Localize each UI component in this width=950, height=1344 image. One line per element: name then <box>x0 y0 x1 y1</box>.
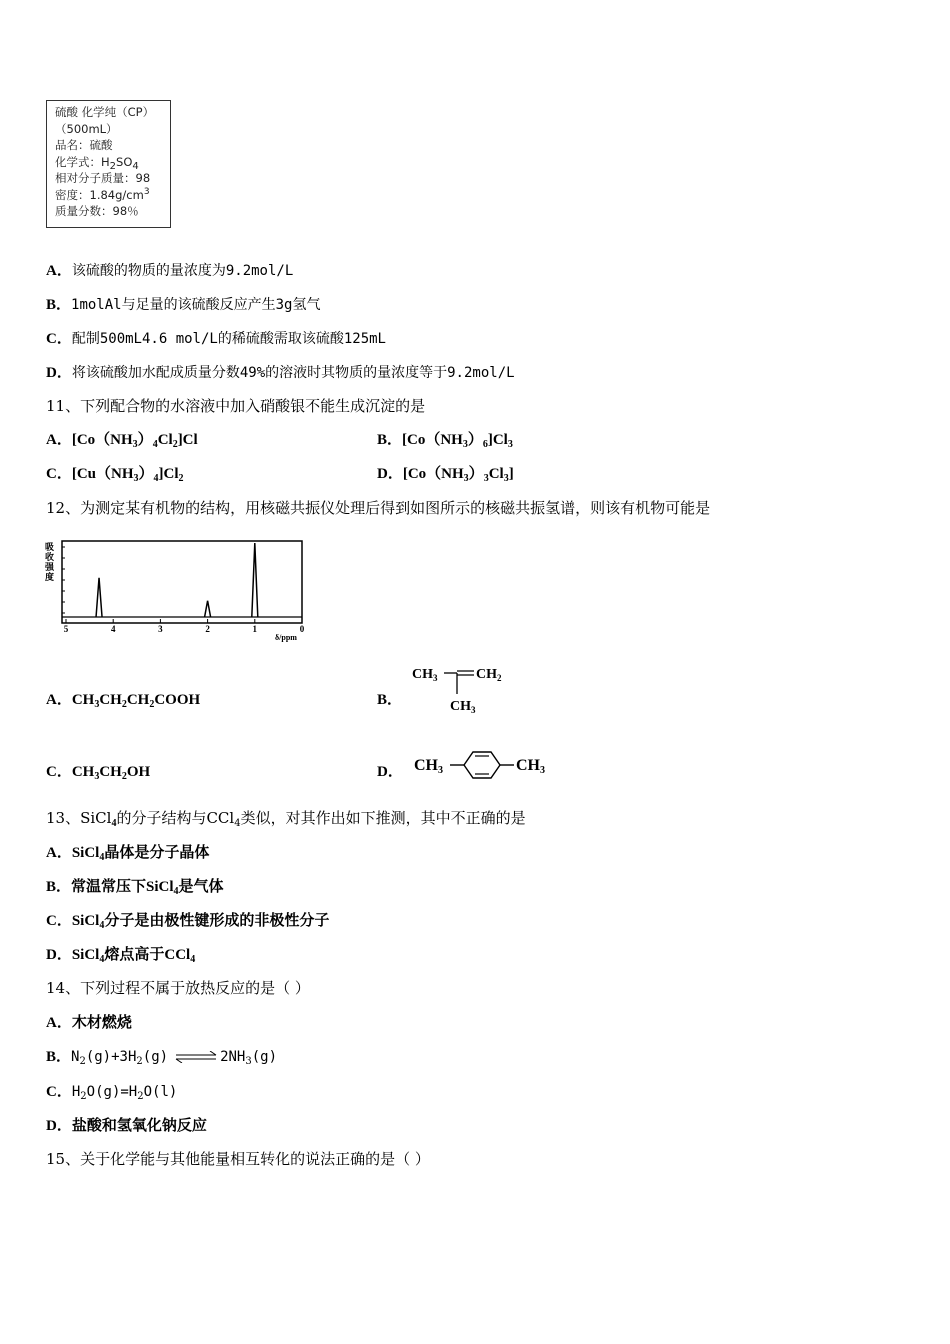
q14-stem: 14、下列过程不属于放热反应的是（ ） <box>46 979 310 997</box>
x-axis-ticks <box>64 619 305 634</box>
q14-option-b[interactable]: B．$N_2(g)+3H_2(g)$ $2NH_3(g)$ <box>46 1049 278 1067</box>
q12-option-d[interactable]: D． <box>377 764 403 780</box>
x-tick-label-4: 4 <box>110 624 116 634</box>
q11-option-d[interactable]: D．$[Co(NH_3)_3Cl_3]$ <box>377 466 514 484</box>
nmr-peak-3 <box>252 543 258 617</box>
q14-option-d[interactable]: D．盐酸和氢氧化钠反应 <box>46 1118 207 1134</box>
q13-option-b[interactable]: B．常温常压下SiCl$_4$是气体 <box>46 879 224 897</box>
x-tick-label-1: 1 <box>252 624 258 634</box>
y-label-char: 度 <box>45 573 55 583</box>
label-formula: 化学式：$H_2SO_4$ <box>55 154 139 172</box>
x-tick-label-0: 0 <box>299 624 305 634</box>
y-label-char: 强 <box>45 563 55 573</box>
q12-option-b[interactable]: B． <box>377 692 403 708</box>
q13-option-a[interactable]: A．SiCl$_4$晶体是分子晶体 <box>46 845 210 863</box>
q12-option-c[interactable]: C．$CH_3CH_2OH$ <box>46 764 151 782</box>
x-tick-label-2: 2 <box>205 624 210 634</box>
nmr-peak-1 <box>96 578 102 617</box>
y-axis-label <box>44 542 55 583</box>
nmr-peak-2 <box>205 601 211 617</box>
q10-option-d[interactable]: D．将该硫酸加水配成质量分数49%的溶液时其物质的量浓度等于9.2mol/L <box>46 365 515 381</box>
structure-d-p-xylene <box>410 748 560 788</box>
reagent-label <box>46 100 171 228</box>
q10-option-a[interactable]: A．该硫酸的物质的量浓度为9.2mol/L <box>46 263 294 279</box>
struct-d-left: CH3 <box>414 757 443 776</box>
struct-b-right: $CH_2$ <box>476 667 502 683</box>
label-volume: （500mL） <box>55 121 118 136</box>
y-label-char: 收 <box>45 553 55 563</box>
q12-stem: 12、为测定某有机物的结构，用核磁共振仪处理后得到如图所示的核磁共振氢谱，则该有机物可能是 <box>46 499 711 517</box>
x-tick-label-5: 5 <box>63 624 69 634</box>
q10-option-c[interactable]: C．配制500mL4.6 mol/L的稀硫酸需取该硫酸125mL <box>46 331 386 347</box>
label-mw: 相对分子质量：98 <box>55 171 151 185</box>
x-tick-label-3: 3 <box>158 624 163 634</box>
q10-option-b[interactable]: B．1molAl与足量的该硫酸反应产生3g氢气 <box>46 297 321 313</box>
q13-stem: 13、SiCl$_4$的分子结构与CCl$_4$类似，对其作出如下推测，其中不正确的是 <box>46 809 526 829</box>
peak-group <box>62 543 302 617</box>
q15-stem: 15、关于化学能与其他能量相互转化的说法正确的是（ ） <box>46 1150 430 1168</box>
label-title: 硫酸 化学纯（CP） <box>55 105 155 119</box>
struct-b-left: $CH_3$ <box>412 667 438 683</box>
struct-b-bottom: $CH_3$ <box>450 699 476 715</box>
label-density: 密度：$1.84g/cm^3$ <box>55 186 150 202</box>
struct-d-right: CH3 <box>516 757 545 776</box>
label-fraction: 质量分数：98％ <box>55 204 139 218</box>
q13-option-d[interactable]: D．SiCl$_4$熔点高于CCl$_4$ <box>46 947 196 965</box>
structure-b-isobutene <box>410 662 520 717</box>
q12-option-a[interactable]: A．$CH_3CH_2CH_2COOH$ <box>46 692 201 710</box>
equilibrium-arrow-icon <box>174 1051 218 1063</box>
q14-option-a[interactable]: A．木材燃烧 <box>46 1015 132 1031</box>
x-axis-label: δ/ppm <box>275 633 297 642</box>
q14-option-c[interactable]: C．$H_2O(g)=H_2O(l)$ <box>46 1084 178 1102</box>
q13-option-c[interactable]: C．SiCl$_4$分子是由极性键形成的非极性分子 <box>46 913 330 931</box>
q11-stem: 11、下列配合物的水溶液中加入硝酸银不能生成沉淀的是 <box>46 397 426 415</box>
q11-option-c[interactable]: C．$[Cu(NH_3)_4]Cl_2$ <box>46 466 184 484</box>
q11-option-a[interactable]: A．$[Co(NH_3)_4Cl_2]Cl$ <box>46 432 198 450</box>
q11-option-b[interactable]: B．$[Co(NH_3)_6]Cl_3$ <box>377 432 513 450</box>
label-name: 品名：硫酸 <box>55 138 113 152</box>
nmr-spectrum-chart <box>44 537 314 645</box>
y-label-char: 吸 <box>45 543 55 553</box>
